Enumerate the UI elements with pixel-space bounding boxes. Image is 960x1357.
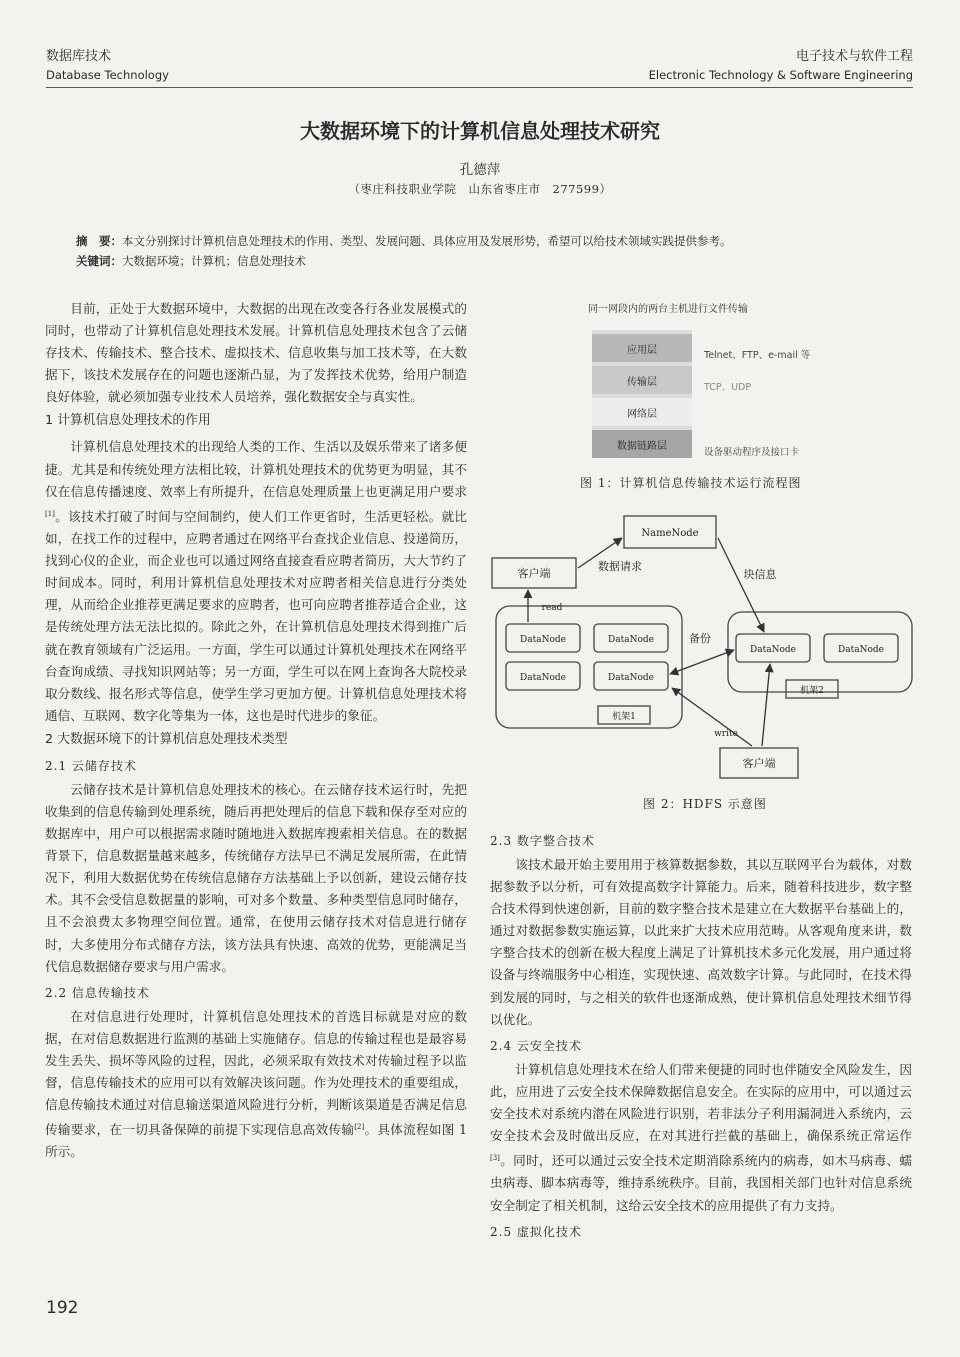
page-number: 192 bbox=[46, 1298, 79, 1318]
section-1-text-b: 。该技术打破了时间与空间制约，使人们工作更省时，生活更轻松。就比如，在找工作的过程中，应聘者通过在网络平台查找企业信息、投递简历，找到心仪的企业，而企业也可以通过网络直接查看应聘者简历，大大节约了时间成本。同时，利用计算机信息处理技术对应聘者相关信息进行分类处理，从而给企业推荐更满足要求的应聘者，也可向应聘者推荐适合企业，这是传统处理方法无法比拟的。除此之外，在计算机信息处理技术得到推广后就在教育领域有广泛运用。一方面，学生可以通过计算机处理技术在网络平台查询成绩、寻找知识网站等；另一方面，学生可以在网上查询各大院校录取分数线、报名形式等信息，使学生学习更加方便。计算机信息处理技术将通信、互联网、数字化等集为一体，这也是时代进步的象征。 bbox=[45, 508, 467, 723]
section-1-text-a: 计算机信息处理技术的出现给人类的工作、生活以及娱乐带来了诸多便捷。尤其是和传统处理方法相比较，计算机处理技术的优势更为明显，其不仅在信息传播速度、效率上有所提升，在信息处理质量上也更满足用户要求 bbox=[45, 439, 467, 499]
block-info-label: 块信息 bbox=[743, 568, 777, 581]
client-bottom-label: 客户端 bbox=[742, 757, 776, 770]
citation-2: [2] bbox=[354, 1123, 365, 1132]
author-affiliation: （枣庄科技职业学院 山东省枣庄市 277599） bbox=[348, 182, 612, 196]
rack-2-label: 机架2 bbox=[800, 686, 824, 696]
journal-section-en: Database Technology bbox=[46, 68, 169, 82]
section-2-2-heading: 2.2 信息传输技术 bbox=[45, 985, 150, 1000]
layer-transport-desc: TCP、UDP bbox=[704, 382, 752, 393]
journal-name-en: Electronic Technology & Software Engineering bbox=[648, 68, 913, 82]
arrow-write-1 bbox=[672, 688, 752, 746]
section-1-heading: 1 计算机信息处理技术的作用 bbox=[45, 413, 211, 429]
keywords bbox=[76, 252, 890, 270]
section-1-paragraph bbox=[45, 436, 467, 726]
figure-1 bbox=[588, 300, 818, 458]
layer-application-desc: Telnet、FTP、e-mail 等 bbox=[704, 350, 811, 361]
section-2-3-paragraph: 该技术最开始主要用用于核算数据参数，其以互联网平台为载体，对数据参数予以分析，可有效提高数字计算能力。后来，随着科技进步，数字整合技术得到快速创新，目前的数字整合技术是建立在大数据平台基础上的，通过对数据参数实施运算，以此来扩大技术应用范畴。从客观角度来讲，数字整合技术的创新在极大程度上满足了计算机技术多元化发展，用户通过将设备与终端服务中心相连，实现快速、高效数字计算。与此同时，在技术得到发展的同时，与之相关的软件也逐渐成熟，使计算机信息处理技术细节得以优化。 bbox=[490, 857, 912, 1027]
intro-paragraph: 目前，正处于大数据环境中，大数据的出现在改变各行各业发展模式的同时，也带动了计算机信息处理技术发展。计算机信息处理技术包含了云储存技术、传输技术、整合技术、虚拟技术、信息收集与加工技术等，在大数据下，该技术发展存在的问题也逐渐凸显，为了发挥技术优势，给用户制造良好体验，就必须加强专业技术人员培养，强化数据安全与真实性。 bbox=[45, 301, 467, 405]
arrow-backup bbox=[670, 650, 734, 674]
datanode-r1-1-label: DataNode bbox=[520, 635, 566, 645]
section-2-2-text-b: 。具体流程如图 1 所示。 bbox=[45, 1122, 467, 1160]
section-2-4-text-a: 计算机信息处理技术在给人们带来便捷的同时也伴随安全风险发生，因此，应用进了云安全技术保障数据信息安全。在实际的应用中，可以通过云安全技术对系统内潜在风险进行识别，若非法分子利用漏洞进入系统内，云安全技术会及时做出反应，在对其进行拦截的基础上，确保系统正常运作 bbox=[490, 1061, 912, 1144]
datanode-r1-3-label: DataNode bbox=[520, 673, 566, 683]
section-2-1-paragraph: 云储存技术是计算机信息处理技术的核心。在云储存技术运行时，先把收集到的信息传输到处理系统，随后再把处理后的信息下载和保存至对应的数据库中，用户可以根据需求随时随地进入数据库搜索相关信息。在的数据背景下，信息数据量越来越多，传统储存方法早已不满足发展所需，在此情况下，利用大数据优势在传统信息储存方法基础上予以创新，建设云储存技术。其不会受信息数据量的影响，可对多个数量、多种类型信息同时储存，且不会浪费太多物理空间位置。通常，在使用云储存技术对信息进行储存时，大多使用分布式储存方法，该方法具有快速、高效的优势，更能满足当代信息数据储存要求与用户需求。 bbox=[45, 781, 467, 974]
section-2-1-heading: 2.1 云储存技术 bbox=[45, 758, 137, 773]
arrow-write-2 bbox=[762, 664, 770, 746]
section-2-2-text-a: 在对信息进行处理时，计算机信息处理技术的首选目标就是对应的数据，在对信息数据进行监测的基础上实施储存。信息的传输过程也是最容易发生丢失、损坏等风险的过程，因此，必须采取有效技术对传输过程予以监督，信息传输技术的应用可以有效解决该问题。作为处理技术的重要组成，信息传输技术通过对信息输送渠道风险进行分析，判断该渠道是否满足信息传输要求，在一切具备保障的前提下实现信息高效传输 bbox=[45, 1008, 467, 1138]
arrow-block-info bbox=[718, 538, 764, 632]
client-top-label: 客户端 bbox=[517, 567, 551, 580]
datanode-r2-1-label: DataNode bbox=[750, 645, 796, 655]
backup-label: 备份 bbox=[689, 632, 711, 645]
read-label: read bbox=[541, 603, 563, 613]
figure-2-hdfs-diagram bbox=[488, 508, 918, 788]
datanode-r2-2-label: DataNode bbox=[838, 645, 884, 655]
keywords-label: 关键词： bbox=[76, 254, 122, 268]
write-label: write bbox=[714, 729, 738, 739]
keywords-text: 大数据环境；计算机；信息处理技术 bbox=[122, 254, 306, 268]
running-header-right bbox=[649, 48, 913, 84]
rack-1-label: 机架1 bbox=[612, 712, 636, 722]
layer-datalink: 数据链路层 bbox=[592, 430, 692, 458]
layer-datalink-desc: 设备驱动程序及接口卡 bbox=[704, 447, 800, 458]
right-column bbox=[490, 826, 912, 1245]
namenode-label: NameNode bbox=[641, 528, 699, 539]
header-rule bbox=[46, 87, 913, 88]
section-2-4-text-b: 。同时，还可以通过云安全技术定期消除系统内的病毒，如木马病毒、蠕虫病毒、脚本病毒等，维持系统秩序。目前，我国相关部门也针对信息系统安全制定了相关机制，这给云安全技术的应用提供了有力支持。 bbox=[490, 1153, 912, 1213]
citation-3: [3] bbox=[490, 1154, 500, 1163]
section-2-2-paragraph bbox=[45, 1006, 467, 1164]
journal-name-cn: 电子技术与软件工程 bbox=[795, 49, 913, 64]
left-column bbox=[45, 298, 467, 1164]
section-2-heading: 2 大数据环境下的计算机信息处理技术类型 bbox=[45, 731, 288, 747]
section-2-4-heading: 2.4 云安全技术 bbox=[490, 1038, 582, 1053]
figure-1-caption: 图 1：计算机信息传输技术运行流程图 bbox=[580, 476, 802, 490]
figure-2-caption: 图 2：HDFS 示意图 bbox=[643, 797, 767, 811]
data-request-label: 数据请求 bbox=[598, 560, 642, 573]
section-2-4-paragraph bbox=[490, 1059, 912, 1217]
layer-network: 网络层 bbox=[592, 398, 692, 426]
paper-title: 大数据环境下的计算机信息处理技术研究 bbox=[300, 119, 660, 143]
running-header-left bbox=[46, 48, 169, 84]
datanode-r1-2-label: DataNode bbox=[608, 635, 654, 645]
citation-1: [1] bbox=[45, 509, 55, 518]
abstract-label: 摘 要： bbox=[76, 234, 122, 248]
abstract-text: 本文分别探讨计算机信息处理技术的作用、类型、发展问题、具体应用及发展形势，希望可以给技术领域实践提供参考。 bbox=[122, 234, 732, 248]
figure-1-title: 同一网段内的两台主机进行文件传输 bbox=[588, 304, 748, 315]
section-2-5-heading: 2.5 虚拟化技术 bbox=[490, 1224, 582, 1239]
section-2-3-heading: 2.3 数字整合技术 bbox=[490, 834, 595, 848]
layer-transport: 传输层 bbox=[592, 366, 692, 394]
layer-application: 应用层 bbox=[592, 334, 692, 362]
datanode-r1-4-label: DataNode bbox=[608, 673, 654, 683]
abstract bbox=[76, 232, 890, 250]
journal-section-cn: 数据库技术 bbox=[46, 49, 112, 64]
author-name: 孔德萍 bbox=[459, 162, 501, 178]
